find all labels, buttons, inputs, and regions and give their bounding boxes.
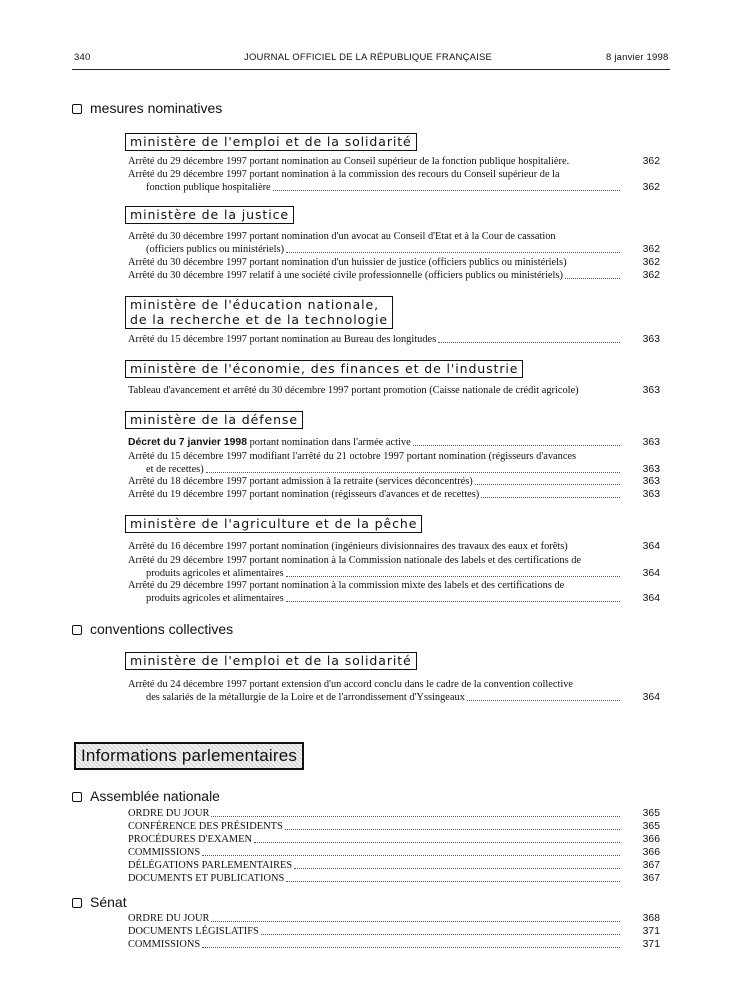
senat-list <box>128 912 660 951</box>
header-rule <box>72 69 670 70</box>
list-item[interactable]: DOCUMENTS ET PUBLICATIONS 367 <box>128 873 660 884</box>
page-ref: 364 <box>642 692 660 703</box>
toc-entry[interactable]: Arrêté du 30 décembre 1997 portant nomination d'un huissier de justice (officiers publics ou ministériels) 362 <box>128 257 660 268</box>
list-item[interactable]: PROCÉDURES D'EXAMEN 366 <box>128 834 660 845</box>
square-bullet-icon <box>72 792 82 802</box>
section-title: Assemblée nationale <box>90 788 220 804</box>
list-item[interactable]: ORDRE DU JOUR 365 <box>128 808 660 819</box>
ministry-box-defense: ministère de la défense <box>125 411 303 429</box>
page-ref: 363 <box>642 476 660 487</box>
toc-entry[interactable]: Arrêté du 29 décembre 1997 portant nomination à la commission des recours du Conseil supérieur de la fonction publique hospitalière 362 <box>128 169 660 193</box>
section-mesures-nominatives <box>72 100 222 116</box>
ministry-box-emploi-2: ministère de l'emploi et de la solidarité <box>125 652 417 670</box>
toc-entry[interactable]: Arrêté du 15 décembre 1997 modifiant l'arrêté du 21 octobre 1997 portant nomination (régisseurs d'avances et de recettes) 363 <box>128 451 660 475</box>
ministry-box-justice: ministère de la justice <box>125 206 294 224</box>
journal-title: JOURNAL OFFICIEL DE LA RÉPUBLIQUE FRANÇAISE <box>244 52 493 63</box>
page-ref: 363 <box>642 334 660 345</box>
toc-entry[interactable]: Arrêté du 24 décembre 1997 portant extension d'un accord conclu dans le cadre de la convention collective des salariés de la métallurgie de la Loire et de l'arrondissement d'Yssingeaux 364 <box>128 679 660 703</box>
ministry-box-emploi: ministère de l'emploi et de la solidarité <box>125 133 417 151</box>
informations-parlementaires-banner: Informations parlementaires <box>74 742 304 770</box>
section-conventions-collectives <box>72 621 233 637</box>
square-bullet-icon <box>72 625 82 635</box>
toc-entry[interactable]: Arrêté du 18 décembre 1997 portant admission à la retraite (services déconcentrés) 363 <box>128 476 660 487</box>
toc-entry[interactable]: Arrêté du 19 décembre 1997 portant nomination (régisseurs d'avances et de recettes) 363 <box>128 489 660 500</box>
page-ref: 364 <box>642 593 660 604</box>
list-item[interactable]: COMMISSIONS 366 <box>128 847 660 858</box>
issue-date: 8 janvier 1998 <box>606 52 669 63</box>
toc-entry[interactable]: Arrêté du 16 décembre 1997 portant nomination (ingénieurs divisionnaires des travaux des eaux et forêts) 364 <box>128 541 660 552</box>
toc-entry[interactable]: Arrêté du 29 décembre 1997 portant nomination au Conseil supérieur de la fonction publique hospitalière. 362 <box>128 156 660 167</box>
section-assemblee-nationale <box>72 788 220 804</box>
assemblee-list <box>128 807 660 885</box>
section-title: mesures nominatives <box>90 100 223 116</box>
list-item[interactable]: DOCUMENTS LÉGISLATIFS 371 <box>128 926 660 937</box>
page-ref: 362 <box>642 156 660 167</box>
page-ref: 362 <box>642 270 660 281</box>
section-title: Sénat <box>90 894 127 910</box>
square-bullet-icon <box>72 898 82 908</box>
list-item[interactable]: CONFÉRENCE DES PRÉSIDENTS 365 <box>128 821 660 832</box>
toc-entry[interactable]: Arrêté du 15 décembre 1997 portant nomination au Bureau des longitudes 363 <box>128 334 660 345</box>
page-ref: 363 <box>642 385 660 396</box>
page-number: 340 <box>74 52 91 63</box>
page-ref: 363 <box>642 489 660 500</box>
section-senat <box>72 894 127 910</box>
ministry-box-agriculture: ministère de l'agriculture et de la pêche <box>125 515 422 533</box>
page-ref: 363 <box>642 437 660 448</box>
page-ref: 363 <box>642 464 660 475</box>
page-ref: 362 <box>642 182 660 193</box>
toc-entry[interactable]: Tableau d'avancement et arrêté du 30 décembre 1997 portant promotion (Caisse nationale de crédit agricole) 363 <box>128 385 660 396</box>
toc-entry[interactable]: Arrêté du 30 décembre 1997 relatif à une société civile professionnelle (officiers publics ou ministériels) 362 <box>128 270 660 281</box>
ministry-box-economie: ministère de l'économie, des finances et de l'industrie <box>125 360 523 378</box>
toc-entry[interactable]: Arrêté du 29 décembre 1997 portant nomination à la commission mixte des labels et des certifications de produits agricoles et alimentaires 364 <box>128 580 660 604</box>
page-ref: 364 <box>642 568 660 579</box>
list-item[interactable]: DÉLÉGATIONS PARLEMENTAIRES 367 <box>128 860 660 871</box>
toc-entry[interactable]: Décret du 7 janvier 1998 portant nomination dans l'armée active 363 <box>128 437 660 448</box>
page-ref: 364 <box>642 541 660 552</box>
toc-entry[interactable]: Arrêté du 29 décembre 1997 portant nomination à la Commission nationale des labels et des certifications de produits agricoles et alimentaires 364 <box>128 555 660 579</box>
list-item[interactable]: COMMISSIONS 371 <box>128 939 660 950</box>
toc-entry[interactable]: Arrêté du 30 décembre 1997 portant nomination d'un avocat au Conseil d'Etat et à la Cour de cassation (officiers publics ou ministériels) 362 <box>128 231 660 255</box>
page-ref: 362 <box>642 257 660 268</box>
list-item[interactable]: ORDRE DU JOUR 368 <box>128 913 660 924</box>
page-ref: 362 <box>642 244 660 255</box>
ministry-box-education: ministère de l'éducation nationale, de la recherche et de la technologie <box>125 296 393 329</box>
square-bullet-icon <box>72 104 82 114</box>
section-title: conventions collectives <box>90 621 234 637</box>
